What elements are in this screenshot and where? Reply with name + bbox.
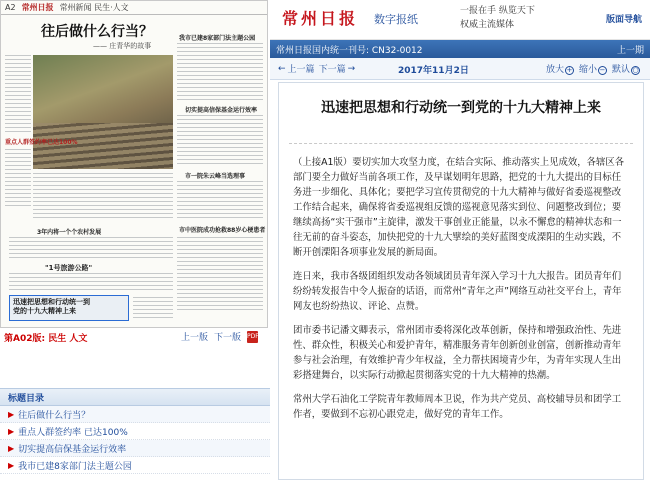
article-paragraph: （上接A1版）要切实加大攻坚力度，在结合实际、推动落实上见成效，各辖区各部门要全力做好当前各项工作，及早谋划明年思路，把党的十九大提出的目标任务进一步细化、具体化；要把学习宣传贯彻党的十九大精神与做好省委巡视整改工作结合起来，确保将省委巡视组反馈的巡视意见落实到位、问题整改到位；要继续高扬“实干强市”主旋律，激发干事创业正能量，以永不懈怠的精神状态和一往无前的奋斗姿态，加快把党的十九大擘绘的美好蓝图变成溧阳的生动实践，不断开创溧阳各项事业发展的新局面。: [293, 157, 625, 258]
left-panel: [0, 0, 270, 480]
thumbnail-side-headline[interactable]: 我市已建8家部门法主题公园: [179, 35, 256, 42]
thumbnail-main-headline[interactable]: 往后做什么行当？: [41, 24, 153, 40]
next-article-link[interactable]: 下一篇: [318, 65, 346, 75]
thumbnail-text-block: [177, 115, 263, 167]
zoom-controls: [546, 62, 640, 75]
article-toolbar: [270, 58, 650, 80]
circle-icon: ○: [632, 66, 639, 74]
thumbnail-side-headline[interactable]: 市中医院成功抢救88岁心梗患者: [179, 227, 266, 234]
newspaper-page-thumbnail[interactable]: [0, 0, 268, 328]
thumbnail-photo: [33, 55, 173, 169]
thumbnail-text-block: [9, 237, 173, 259]
pdf-icon[interactable]: PDF: [247, 331, 258, 343]
page-nav: [181, 330, 258, 343]
toc-item[interactable]: ▶ 我市已建8家部门法主题公园: [0, 457, 270, 474]
thumbnail-text-block: [5, 55, 31, 135]
arrow-right-icon: →: [347, 63, 356, 74]
thumbnail-logo: 常州日报: [21, 3, 54, 12]
article-panel: [278, 82, 644, 480]
previous-issue-link[interactable]: 上一期: [616, 45, 644, 56]
edition-label: 数字报纸: [374, 13, 418, 26]
masthead: [270, 0, 650, 40]
thumbnail-text-block: [9, 273, 173, 291]
page-navigation-link[interactable]: 版面导航: [605, 15, 642, 25]
article-paragraph: 常州大学石油化工学院青年教师周本卫说，作为共产党员、高校辅导员和团学工作者，要做到不忘初心跟党走，做好党的青年工作。: [293, 394, 622, 420]
prev-page-link[interactable]: 上一版: [180, 333, 208, 343]
arrow-right-icon: ▶: [8, 409, 15, 419]
toc-item[interactable]: ▶ 重点人群签约率 已达100%: [0, 423, 270, 440]
toc-title: 标题目录: [8, 393, 45, 404]
zoom-out-button[interactable]: 缩小 −: [578, 65, 606, 75]
thumbnail-left-headline[interactable]: 重点人群签约率已达100%: [5, 139, 78, 146]
slogan: 一报在手 纵览天下 权威主流媒体: [460, 6, 535, 30]
prev-article-link[interactable]: 上一篇: [287, 65, 315, 75]
arrow-left-icon: ←: [278, 63, 286, 74]
info-bar: [270, 40, 650, 58]
next-page-link[interactable]: 下一版: [213, 333, 241, 343]
publication-number: 常州日报国内统一刊号: CN32-0012: [276, 45, 423, 56]
thumbnail-text-block: [133, 297, 173, 321]
thumbnail-text-block: [177, 181, 263, 221]
toc-item[interactable]: ▶ 切实提高信保基金运行效率: [0, 440, 270, 457]
title-divider: [289, 143, 633, 144]
reset-zoom-button[interactable]: 默认 ○: [611, 65, 639, 75]
thumbnail-page-number: A2: [5, 3, 16, 12]
thumbnail-headline[interactable]: 3年内将一个个农村发展: [37, 229, 102, 236]
thumbnail-current-article-title: 迅速把思想和行动统一到 党的十九大精神上来: [13, 298, 90, 315]
thumbnail-body: [1, 15, 267, 328]
thumbnail-header: [1, 1, 267, 15]
right-panel: [270, 0, 650, 480]
zoom-in-button[interactable]: 放大 +: [545, 65, 573, 75]
thumbnail-text-block: [177, 43, 263, 101]
thumbnail-text-block: [177, 237, 263, 313]
thumbnail-headline[interactable]: "1号旅游公路": [45, 264, 93, 272]
toc-list: [0, 406, 270, 474]
minus-icon: −: [599, 66, 606, 74]
arrow-right-icon: ▶: [8, 443, 15, 453]
thumbnail-section: 常州新闻 民生·人文: [59, 3, 129, 12]
arrow-right-icon: ▶: [8, 460, 15, 470]
article-paragraph: 团市委书记潘文卿表示，常州团市委将深化改革创新，保持和增强政治性、先进性、群众性，积极关心和爱护青年，精准服务青年创新创业创富，创新推动青年参与社会治理，有效维护青少年权益，全力帮扶困境青少年，为青年实现人生出彩搭建舞台，以实际行动掀起贯彻落实党的十九大精神的热潮。: [293, 325, 622, 381]
toc-item[interactable]: ▶ 往后做什么行当？: [0, 406, 270, 423]
arrow-right-icon: ▶: [8, 426, 15, 436]
article-body: [279, 133, 643, 422]
article-paragraph: 连日来，我市各级团组织发动各领域团员青年深入学习十九大报告。团员青年们纷纷转发报告中令人振奋的话语，而常州“青年之声”网络互动社交平台上，青年网友也纷纷热议、评论、点赞。: [293, 271, 622, 312]
thumbnail-text-block: [5, 149, 31, 209]
brand-logo[interactable]: 常州日报: [282, 9, 359, 28]
page-label: 第A02版: 民生 人文: [4, 333, 88, 344]
thumbnail-side-headline[interactable]: 市一院朱云峰当选理事: [185, 173, 246, 180]
issue-date: 2017年11月2日: [398, 66, 469, 76]
thumbnail-subtitle: —— 庄青华的故事: [93, 42, 152, 50]
article-title: 迅速把思想和行动统一到党的十九大精神上来: [321, 100, 601, 116]
plus-icon: +: [566, 66, 573, 74]
thumbnail-text-block: [33, 173, 173, 221]
thumbnail-side-headline[interactable]: 切实提高信保基金运行效率: [185, 107, 258, 114]
page-label-bar: [0, 328, 270, 346]
toc-header: [0, 388, 270, 406]
